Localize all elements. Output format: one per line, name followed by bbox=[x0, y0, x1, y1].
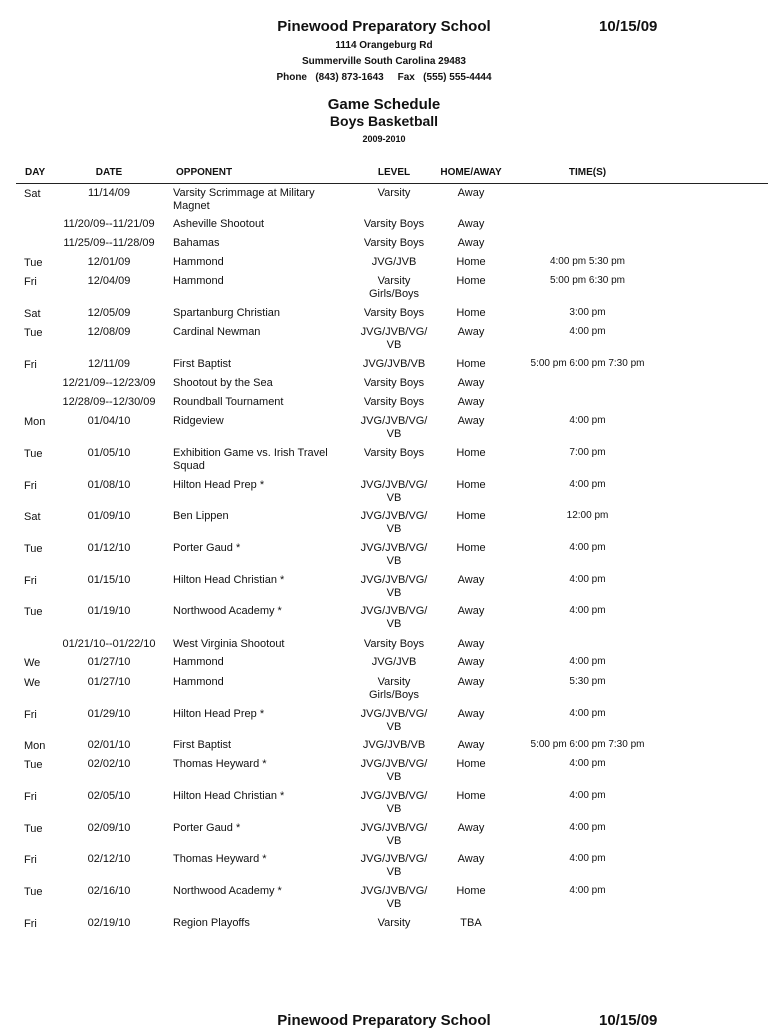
col-header-homeaway: HOME/AWAY bbox=[440, 167, 502, 178]
cell-level: JVG/JVB/VB bbox=[362, 358, 426, 370]
cell-level: JVG/JVB/VG/ VB bbox=[360, 885, 428, 910]
cell-times: 4:00 pm bbox=[569, 758, 606, 769]
cell-opponent: Varsity Scrimmage at Military Magnet bbox=[173, 187, 315, 212]
cell-opponent: Region Playoffs bbox=[173, 917, 250, 929]
cell-opponent: Asheville Shootout bbox=[173, 218, 265, 230]
cell-level: JVG/JVB/VG/ VB bbox=[360, 574, 428, 599]
cell-date: 01/15/10 bbox=[87, 574, 131, 586]
col-header-day: DAY bbox=[25, 167, 46, 178]
cell-homeaway: Away bbox=[457, 605, 485, 617]
cell-date: 12/11/09 bbox=[87, 358, 130, 370]
cell-day: Fri bbox=[24, 359, 37, 371]
cell-date: 02/12/10 bbox=[87, 853, 131, 865]
cell-day: Fri bbox=[24, 791, 37, 803]
cell-level: JVG/JVB/VG/ VB bbox=[360, 853, 428, 878]
cell-day: Sat bbox=[24, 188, 41, 200]
cell-opponent: West Virginia Shootout bbox=[173, 638, 285, 650]
cell-day: Tue bbox=[24, 543, 43, 555]
cell-day: Mon bbox=[24, 416, 46, 428]
cell-level: JVG/JVB/VG/ VB bbox=[360, 479, 428, 504]
cell-homeaway: Home bbox=[456, 510, 486, 522]
cell-homeaway: Home bbox=[456, 790, 486, 802]
cell-level: JVG/JVB/VG/ VB bbox=[360, 790, 428, 815]
address-line-2: Summerville South Carolina 29483 bbox=[302, 56, 466, 67]
cell-opponent: Hammond bbox=[173, 656, 224, 668]
cell-opponent: Hammond bbox=[173, 256, 224, 268]
cell-opponent: Ben Lippen bbox=[173, 510, 229, 522]
cell-homeaway: Home bbox=[456, 542, 486, 554]
cell-date: 01/05/10 bbox=[87, 447, 131, 459]
cell-level: Varsity Boys bbox=[363, 396, 425, 408]
cell-times: 4:00 pm bbox=[569, 479, 606, 490]
cell-date: 01/08/10 bbox=[87, 479, 131, 491]
cell-day: Tue bbox=[24, 606, 43, 618]
cell-day: Mon bbox=[24, 740, 46, 752]
cell-opponent: Ridgeview bbox=[173, 415, 224, 427]
cell-times: 5:30 pm bbox=[569, 676, 606, 687]
cell-day: We bbox=[24, 677, 41, 689]
cell-level: JVG/JVB/VG/ VB bbox=[360, 415, 428, 440]
cell-homeaway: Home bbox=[456, 479, 486, 491]
cell-day: Tue bbox=[24, 759, 43, 771]
cell-date: 12/01/09 bbox=[87, 256, 131, 268]
cell-day: Fri bbox=[24, 276, 37, 288]
cell-homeaway: Away bbox=[457, 708, 485, 720]
cell-times: 12:00 pm bbox=[566, 510, 609, 521]
header-rule bbox=[16, 183, 768, 184]
cell-homeaway: Home bbox=[456, 758, 486, 770]
cell-homeaway: Away bbox=[457, 377, 485, 389]
cell-level: Varsity bbox=[377, 187, 411, 199]
cell-homeaway: Away bbox=[457, 326, 485, 338]
cell-homeaway: Away bbox=[457, 676, 485, 688]
cell-opponent: Bahamas bbox=[173, 237, 220, 249]
cell-opponent: Hammond bbox=[173, 676, 224, 688]
cell-level: JVG/JVB/VB bbox=[362, 739, 426, 751]
print-date: 10/15/09 bbox=[599, 18, 658, 35]
cell-day: Sat bbox=[24, 308, 41, 320]
cell-times: 4:00 pm bbox=[569, 656, 606, 667]
cell-opponent: Hilton Head Christian * bbox=[173, 574, 285, 586]
cell-day: Fri bbox=[24, 709, 37, 721]
cell-level: Varsity Girls/Boys bbox=[368, 676, 420, 701]
cell-times: 4:00 pm bbox=[569, 853, 606, 864]
col-header-date: DATE bbox=[95, 167, 123, 178]
cell-day: Tue bbox=[24, 823, 43, 835]
footer-date: 10/15/09 bbox=[599, 1012, 658, 1029]
cell-date: 01/09/10 bbox=[87, 510, 131, 522]
sport-title: Boys Basketball bbox=[329, 113, 439, 129]
cell-level: JVG/JVB/VG/ VB bbox=[360, 708, 428, 733]
cell-level: JVG/JVB/VG/ VB bbox=[360, 510, 428, 535]
cell-date: 12/05/09 bbox=[87, 307, 131, 319]
cell-level: JVG/JVB bbox=[371, 256, 417, 268]
cell-opponent: Northwood Academy * bbox=[173, 885, 282, 897]
cell-level: JVG/JVB/VG/ VB bbox=[360, 326, 428, 351]
cell-homeaway: Home bbox=[456, 275, 486, 287]
cell-opponent: Spartanburg Christian bbox=[173, 307, 281, 319]
cell-opponent: Exhibition Game vs. Irish Travel Squad bbox=[173, 447, 328, 472]
cell-day: Tue bbox=[24, 886, 43, 898]
schedule-title: Game Schedule bbox=[327, 96, 441, 113]
cell-date: 01/04/10 bbox=[87, 415, 131, 427]
col-header-times: TIME(S) bbox=[568, 167, 607, 178]
cell-opponent: Porter Gaud * bbox=[173, 542, 241, 554]
cell-level: Varsity Boys bbox=[363, 447, 425, 459]
cell-opponent: Northwood Academy * bbox=[173, 605, 282, 617]
cell-date: 12/21/09--12/23/09 bbox=[62, 377, 156, 389]
cell-date: 11/14/09 bbox=[87, 187, 130, 199]
cell-times: 4:00 pm bbox=[569, 326, 606, 337]
cell-homeaway: Away bbox=[457, 822, 485, 834]
cell-day: Fri bbox=[24, 575, 37, 587]
cell-opponent: Hilton Head Christian * bbox=[173, 790, 285, 802]
cell-day: Fri bbox=[24, 854, 37, 866]
cell-date: 12/08/09 bbox=[87, 326, 131, 338]
cell-date: 01/19/10 bbox=[87, 605, 131, 617]
cell-opponent: First Baptist bbox=[173, 739, 232, 751]
cell-day: Tue bbox=[24, 327, 43, 339]
cell-date: 11/25/09--11/28/09 bbox=[63, 237, 155, 249]
cell-opponent: Porter Gaud * bbox=[173, 822, 241, 834]
cell-opponent: Thomas Heyward * bbox=[173, 853, 267, 865]
cell-times: 4:00 pm bbox=[569, 822, 606, 833]
cell-times: 5:00 pm 6:00 pm 7:30 pm bbox=[530, 739, 645, 750]
cell-date: 02/05/10 bbox=[87, 790, 131, 802]
cell-times: 4:00 pm bbox=[569, 415, 606, 426]
cell-homeaway: Away bbox=[457, 187, 485, 199]
cell-level: Varsity bbox=[377, 917, 411, 929]
cell-homeaway: Away bbox=[457, 739, 485, 751]
cell-opponent: Roundball Tournament bbox=[173, 396, 284, 408]
cell-homeaway: Away bbox=[457, 237, 485, 249]
cell-times: 3:00 pm bbox=[569, 307, 606, 318]
cell-opponent: Shootout by the Sea bbox=[173, 377, 273, 389]
cell-level: Varsity Boys bbox=[363, 638, 425, 650]
cell-times: 4:00 pm 5:30 pm bbox=[549, 256, 626, 267]
cell-homeaway: Away bbox=[457, 574, 485, 586]
cell-homeaway: Home bbox=[456, 307, 486, 319]
cell-homeaway: Home bbox=[456, 358, 486, 370]
cell-level: Varsity Boys bbox=[363, 307, 425, 319]
cell-date: 01/21/10--01/22/10 bbox=[62, 638, 156, 650]
cell-day: Fri bbox=[24, 918, 37, 930]
cell-times: 4:00 pm bbox=[569, 885, 606, 896]
cell-homeaway: Away bbox=[457, 638, 485, 650]
cell-homeaway: Home bbox=[456, 447, 486, 459]
cell-times: 4:00 pm bbox=[569, 605, 606, 616]
cell-day: Sat bbox=[24, 511, 41, 523]
cell-times: 7:00 pm bbox=[569, 447, 606, 458]
cell-day: Tue bbox=[24, 448, 43, 460]
cell-homeaway: Home bbox=[456, 885, 486, 897]
cell-date: 11/20/09--11/21/09 bbox=[63, 218, 155, 230]
cell-date: 02/02/10 bbox=[87, 758, 131, 770]
footer-school-name: Pinewood Preparatory School bbox=[277, 1012, 491, 1029]
cell-level: JVG/JVB/VG/ VB bbox=[360, 605, 428, 630]
cell-level: Varsity Boys bbox=[363, 237, 425, 249]
cell-homeaway: Away bbox=[457, 853, 485, 865]
cell-homeaway: Home bbox=[456, 256, 486, 268]
contact-line: Phone (843) 873-1643 Fax (555) 555-4444 bbox=[276, 72, 492, 83]
cell-times: 5:00 pm 6:30 pm bbox=[549, 275, 626, 286]
cell-date: 02/19/10 bbox=[87, 917, 131, 929]
cell-times: 4:00 pm bbox=[569, 574, 606, 585]
cell-opponent: First Baptist bbox=[173, 358, 232, 370]
cell-date: 01/27/10 bbox=[87, 656, 131, 668]
cell-date: 01/29/10 bbox=[87, 708, 131, 720]
cell-level: Varsity Boys bbox=[363, 377, 425, 389]
cell-day: Tue bbox=[24, 257, 43, 269]
cell-homeaway: Away bbox=[457, 656, 485, 668]
cell-times: 4:00 pm bbox=[569, 708, 606, 719]
cell-opponent: Cardinal Newman bbox=[173, 326, 261, 338]
cell-level: Varsity Boys bbox=[363, 218, 425, 230]
cell-level: JVG/JVB/VG/ VB bbox=[360, 758, 428, 783]
cell-times: 5:00 pm 6:00 pm 7:30 pm bbox=[530, 358, 645, 369]
col-header-opponent: OPPONENT bbox=[176, 167, 233, 178]
cell-homeaway: Away bbox=[457, 415, 485, 427]
cell-level: JVG/JVB bbox=[371, 656, 417, 668]
cell-day: Fri bbox=[24, 480, 37, 492]
cell-date: 02/16/10 bbox=[87, 885, 131, 897]
cell-homeaway: Away bbox=[457, 218, 485, 230]
cell-opponent: Hammond bbox=[173, 275, 224, 287]
cell-opponent: Hilton Head Prep * bbox=[173, 479, 265, 491]
season-label: 2009-2010 bbox=[362, 134, 406, 144]
cell-date: 01/12/10 bbox=[87, 542, 131, 554]
cell-date: 01/27/10 bbox=[87, 676, 131, 688]
school-name: Pinewood Preparatory School bbox=[277, 18, 491, 35]
cell-times: 4:00 pm bbox=[569, 790, 606, 801]
cell-day: We bbox=[24, 657, 41, 669]
cell-date: 12/28/09--12/30/09 bbox=[62, 396, 156, 408]
cell-opponent: Hilton Head Prep * bbox=[173, 708, 265, 720]
cell-level: Varsity Girls/Boys bbox=[368, 275, 420, 300]
cell-homeaway: TBA bbox=[460, 917, 482, 929]
address-line-1: 1114 Orangeburg Rd bbox=[335, 40, 433, 51]
col-header-level: LEVEL bbox=[377, 167, 411, 178]
cell-level: JVG/JVB/VG/ VB bbox=[360, 822, 428, 847]
cell-opponent: Thomas Heyward * bbox=[173, 758, 267, 770]
cell-date: 12/04/09 bbox=[87, 275, 131, 287]
cell-level: JVG/JVB/VG/ VB bbox=[360, 542, 428, 567]
cell-times: 4:00 pm bbox=[569, 542, 606, 553]
cell-homeaway: Away bbox=[457, 396, 485, 408]
cell-date: 02/09/10 bbox=[87, 822, 131, 834]
cell-date: 02/01/10 bbox=[87, 739, 131, 751]
